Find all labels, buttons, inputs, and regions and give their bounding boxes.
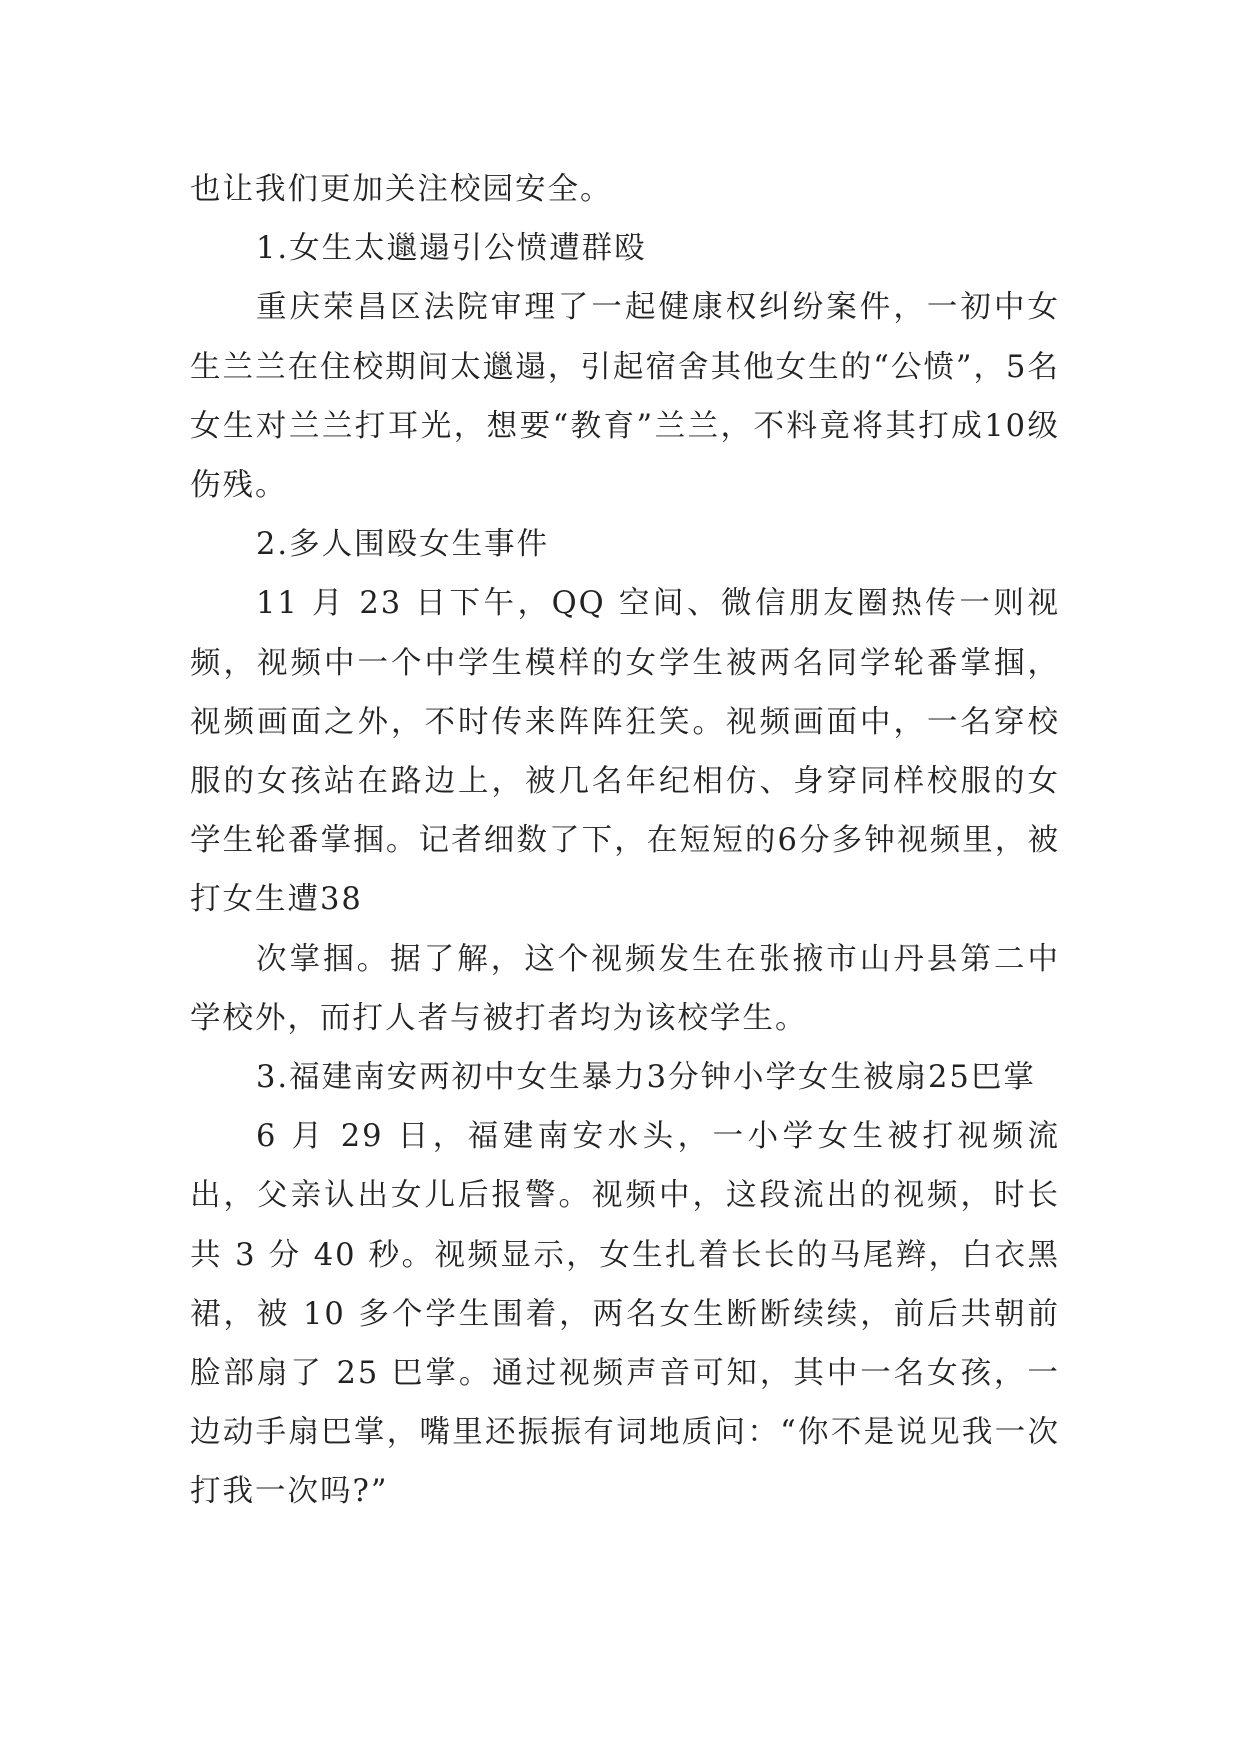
section-heading-2: 2.多人围殴女生事件 bbox=[256, 527, 550, 563]
paragraph-case-2-continued: 次掌掴。据了解，这个视频发生在张掖市山丹县第二中学校外，而打人者与被打者均为该校学生。 bbox=[190, 941, 1060, 1036]
paragraph-case-1: 重庆荣昌区法院审理了一起健康权纠纷案件，一初中女生兰兰在住校期间太邋遢，引起宿舍其他女生的“公愤”，5名女生对兰兰打耳光，想要“教育”兰兰，不料竟将其打成10级伤残。 bbox=[190, 290, 1060, 504]
paragraph-intro-tail: 也让我们更加关注校园安全。 bbox=[190, 172, 613, 207]
document-body bbox=[190, 160, 1060, 1522]
section-heading-1: 1.女生太邋遢引公愤遭群殴 bbox=[256, 231, 647, 267]
paragraph-case-2: 11 月 23 日下午，QQ 空间、微信朋友圈热传一则视频，视频中一个中学生模样的女学生被两名同学轮番掌掴，视频画面之外，不时传来阵阵狂笑。视频画面中，一名穿校服的女孩站在路边上，被几名年纪相仿、身穿同样校服的女学生轮番掌掴。记者细数了下，在短短的6分多钟视频里，被打女生遭38 bbox=[190, 586, 1060, 918]
paragraph-case-3: 6 月 29 日，福建南安水头，一小学女生被打视频流出，父亲认出女儿后报警。视频中，这段流出的视频，时长共 3 分 40 秒。视频显示，女生扎着长长的马尾辫，白衣黑裙，被 10 多个学生围着，两名女生断断续续，前后共朝前脸部扇了 25 巴掌。通过视频声音可知，其中一名女孩，一边动手扇巴掌，嘴里还振振有词地质问：“你不是说见我一次打我一次吗?” bbox=[190, 1119, 1060, 1510]
section-heading-3: 3.福建南安两初中女生暴力3分钟小学女生被扇25巴掌 bbox=[256, 1060, 1036, 1096]
